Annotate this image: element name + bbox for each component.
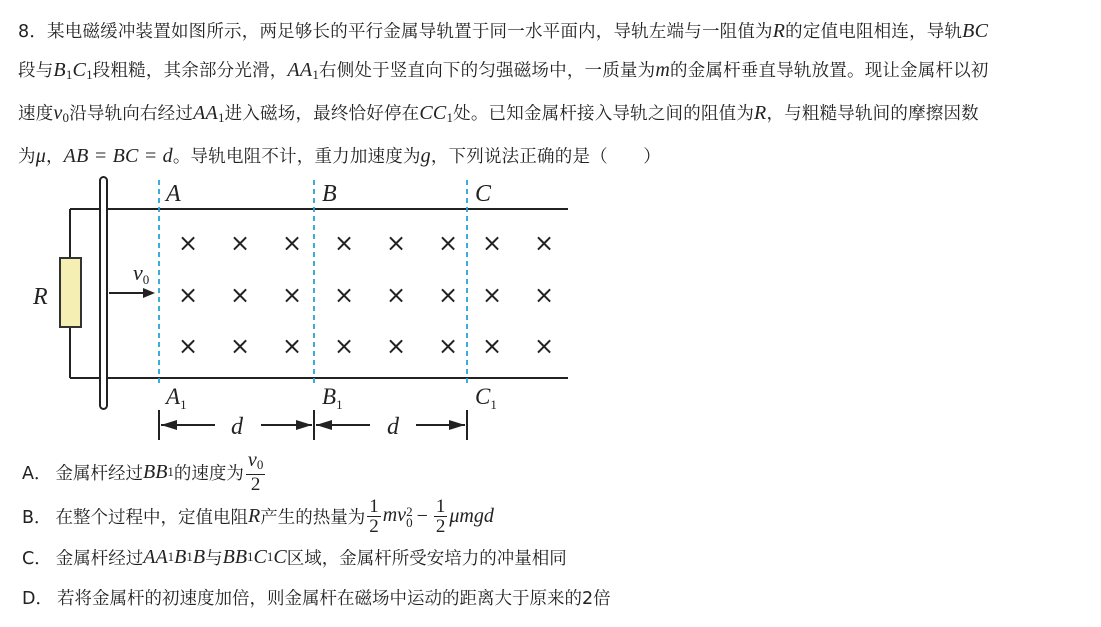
field-cross: × [481,332,503,360]
field-cross: × [533,281,555,309]
field-cross: × [333,332,355,360]
metal-rod [100,177,107,409]
option-c[interactable]: C． 金属杆经过 AA 1 B 1 B 与 BB 1 C 1 C 区域，金属杆所受安培力的冲量相同 [22,545,567,569]
field-cross: × [437,332,459,360]
dimension-AB [159,410,312,440]
label-B1: $B_1$ [322,384,343,412]
rail-diagram [25,172,585,444]
option-b[interactable]: B． 在整个过程中，定值电阻 R 产生的热量为 $\frac{1}{2}$ mv 2 0 − $\frac{1}{2}$ μmgd [22,495,494,537]
field-cross: × [437,229,459,257]
field-cross: × [229,229,251,257]
field-cross: × [481,229,503,257]
field-cross: × [333,281,355,309]
field-cross: × [385,229,407,257]
velocity-arrowhead [143,288,155,298]
stem-line-1: 8．某电磁缓冲装置如图所示，两足够长的平行金属导轨置于同一水平面内，导轨左端与一阻值为R的定值电阻相连，导轨BC [18,20,989,42]
field-cross: × [333,229,355,257]
stem-line-4: 为μ，AB = BC = d。导轨电阻不计，重力加速度为g，下列说法正确的是（ ） [18,145,661,167]
field-cross: × [385,281,407,309]
resistor-label: R [33,284,48,310]
magnetic-field [178,229,554,360]
label-C: C [475,181,492,207]
velocity-label: v0 [133,260,150,287]
field-cross: × [533,332,555,360]
field-cross: × [281,281,303,309]
question-stem [18,12,1084,176]
stem-line-3: 速度$v_0$沿导轨向右经过$AA_1$进入磁场，最终恰好停在$CC_1$处。已知金属杆接入导轨之间的阻值为R，与粗糙导轨间的摩擦因数 [18,102,979,125]
field-cross: × [281,229,303,257]
option-d[interactable]: D． 若将金属杆的初速度加倍，则金属杆在磁场中运动的距离大于原来的2倍 [22,588,611,609]
field-cross: × [177,229,199,257]
field-cross: × [281,332,303,360]
label-C1: $C_1$ [475,384,497,412]
field-cross: × [229,332,251,360]
dimension-label-d: d [231,414,243,440]
field-cross: × [229,281,251,309]
stem-line-2: 段与$B_1C_1$段粗糙，其余部分光滑，$AA_1$右侧处于竖直向下的匀强磁场中，一质量为m的金属杆垂直导轨放置。现让金属杆以初 [18,59,989,82]
field-cross: × [385,332,407,360]
dimension-BC [314,410,467,440]
field-cross: × [177,332,199,360]
resistor [60,258,81,327]
option-a[interactable]: A． 金属杆经过 BB 1 的速度为 $\frac{v_0}{2}$ [22,448,264,495]
label-A: A [166,181,181,207]
field-cross: × [177,281,199,309]
label-B: B [322,181,337,207]
label-A1: $A_1$ [166,384,187,412]
field-cross: × [437,281,459,309]
dimension-label-d: d [387,414,399,440]
field-cross: × [533,229,555,257]
field-cross: × [481,281,503,309]
fraction-one-half: $\frac{1}{2}$ [435,495,446,537]
fraction-v0-over-2: $\frac{v_0}{2}$ [247,448,264,495]
fraction-one-half: $\frac{1}{2}$ [369,495,379,537]
question-number: 8． [18,22,48,42]
